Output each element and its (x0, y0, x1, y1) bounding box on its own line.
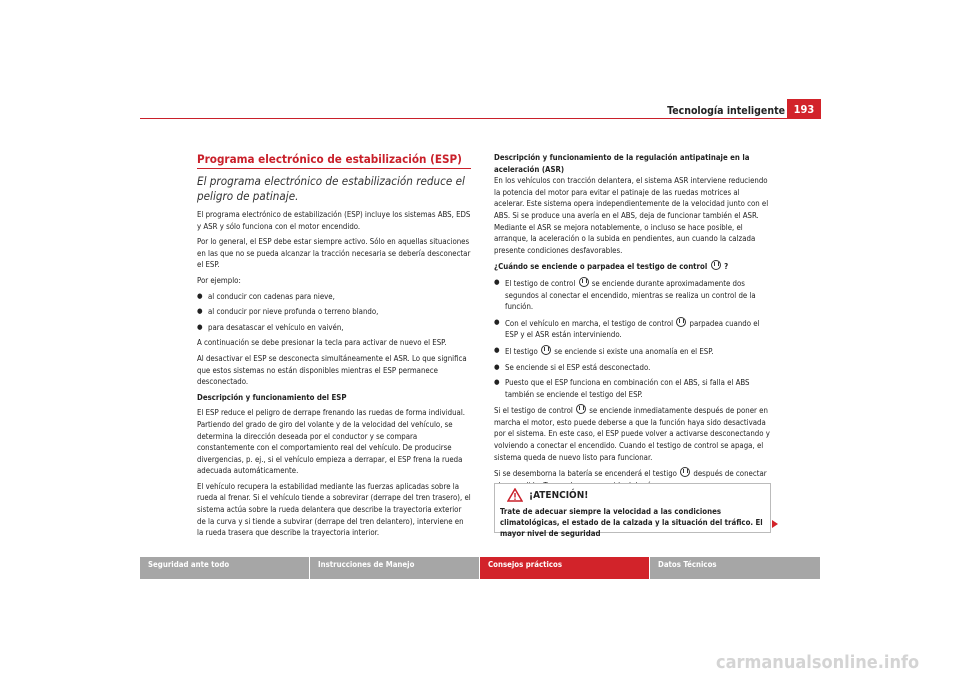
paragraph: Si el testigo de control se enciende inmediatamente después de poner en marcha el motor, esto puede deberse a que la función haya sido desactivada por el sistema. En este caso, el ESP puede volver a activarse desconectando y volviendo a conectar el encendido. Cuando el testigo de control se apaga, el sistema queda de nuevo listo para funcionar. (494, 406, 770, 462)
section-subtitle: El programa electrónico de estabilización reduce el peligro de patinaje. (197, 174, 465, 203)
bullet-item: ● al conducir con cadenas para nieve, (197, 291, 471, 303)
esp-warning-lamp-icon (711, 260, 721, 270)
subsection-heading: Descripción y funcionamiento de la regulación antipatinaje en la aceleración (ASR) (494, 153, 750, 174)
paragraph: Por ejemplo: (197, 275, 241, 285)
paragraph: Si se desemborna la batería se encenderá el testigo después de conectar (494, 469, 767, 479)
bullet-item: ● Puesto que el ESP funciona en combinación con el ABS, si falla el ABS también se enciende el testigo del ESP. (494, 377, 770, 400)
right-column (494, 152, 770, 495)
warning-header (495, 484, 770, 506)
esp-warning-lamp-icon (579, 277, 589, 287)
left-column (197, 152, 471, 543)
tab-datos[interactable]: Datos Técnicos (650, 557, 820, 579)
esp-warning-lamp-icon (576, 404, 586, 414)
question-heading: ¿Cuándo se enciende o parpadea el testigo de control ? (494, 262, 729, 272)
bullet-item: ● al conducir por nieve profunda o terreno blando, (197, 306, 471, 318)
esp-warning-lamp-icon (676, 317, 686, 327)
tab-consejos[interactable]: Consejos prácticos (480, 557, 649, 579)
section-title: Programa electrónico de estabilización (ESP) (197, 152, 462, 166)
page-header-title: Tecnología inteligente (667, 105, 785, 117)
header-rule (140, 118, 821, 119)
paragraph: Al desactivar el ESP se desconecta simultáneamente el ASR. Lo que significa que estos sistemas no están disponibles mientras el ESP permanece desconectado. (197, 353, 467, 387)
paragraph: El vehículo recupera la estabilidad mediante las fuerzas aplicadas sobre la rueda al frenar. Si el vehículo tiende a sobrevirar (derrape del tren trasero), el sistema actúa sobre la rueda delantera que describe la trayectoria exterior de la curva y si tiende a subvirar (derrape del tren delantero), interviene en la rueda trasera que describe la trayectoria interior. (197, 481, 471, 538)
section-rule (197, 168, 471, 169)
warning-box (494, 483, 771, 538)
warning-triangle-icon (507, 488, 523, 502)
bullet-item: ● para desatascar el vehículo en vaivén, (197, 322, 471, 334)
paragraph: Por lo general, el ESP debe estar siempre activo. Sólo en aquellas situaciones en las que no se pueda alcanzar la tracción necesaria se debería desconectar el ESP. (197, 237, 471, 270)
esp-warning-lamp-icon (680, 467, 690, 477)
footer-tabs (140, 557, 821, 579)
bullet-item: ● El testigo de control se enciende durante aproximadamente dos segundos al conectar el encendido, mientras se realiza un control de la función. (494, 277, 770, 313)
tab-instrucciones[interactable]: Instrucciones de Manejo (310, 557, 479, 579)
paragraph: El ESP reduce el peligro de derrape frenando las ruedas de forma individual. Partiendo del grado de giro del volante y de la velocidad del vehículo, se determina la dirección deseada por el conductor y se compara constantemente con el comportamiento real del vehículo. De producirse divergencias, p. ej., si el vehículo empieza a derrapar, el ESP frena la rueda adecuada automáticamente. (197, 408, 466, 476)
watermark: carmanualsonline.info (716, 652, 920, 673)
warning-title: ¡ATENCIÓN! (529, 489, 589, 501)
subsection-heading: Descripción y funcionamiento del ESP (197, 392, 347, 402)
bullet-item: ● Se enciende si el ESP está desconectado. (494, 362, 770, 374)
warning-text: Trate de adecuar siempre la velocidad a las condiciones climatológicas, el estado de la calzada y la situación del tráfico. El mayor nivel de seguridad (500, 507, 763, 538)
esp-warning-lamp-icon (541, 345, 551, 355)
tab-seguridad[interactable]: Seguridad ante todo (140, 557, 309, 579)
bullet-item: ● El testigo se enciende si existe una anomalía en el ESP. (494, 345, 770, 358)
paragraph: El programa electrónico de estabilización (ESP) incluye los sistemas ABS, EDS y ASR y sólo funciona con el motor encendido. (197, 210, 471, 231)
bullet-item: ● Con el vehículo en marcha, el testigo de control parpadea cuando el ESP y el ASR están interviniendo. (494, 317, 770, 341)
continue-arrow-icon (772, 520, 778, 528)
paragraph: A continuación se debe presionar la tecla para activar de nuevo el ESP. (197, 338, 447, 348)
page-number: 193 (787, 99, 821, 119)
paragraph: En los vehículos con tracción delantera, el sistema ASR interviene reduciendo la potencia del motor para evitar el patinaje de las ruedas motrices al acelerar. Este sistema opera independientemente de la velocidad junto con el ABS. Si se produce una avería en el ABS, deja de funcionar también el ASR. Mediante el ASR se mejora notablemente, o incluso se hace posible, el arranque, la aceleración o la subida en pendientes, aun cuando la calzada presente condiciones desfavorables. (494, 176, 769, 255)
